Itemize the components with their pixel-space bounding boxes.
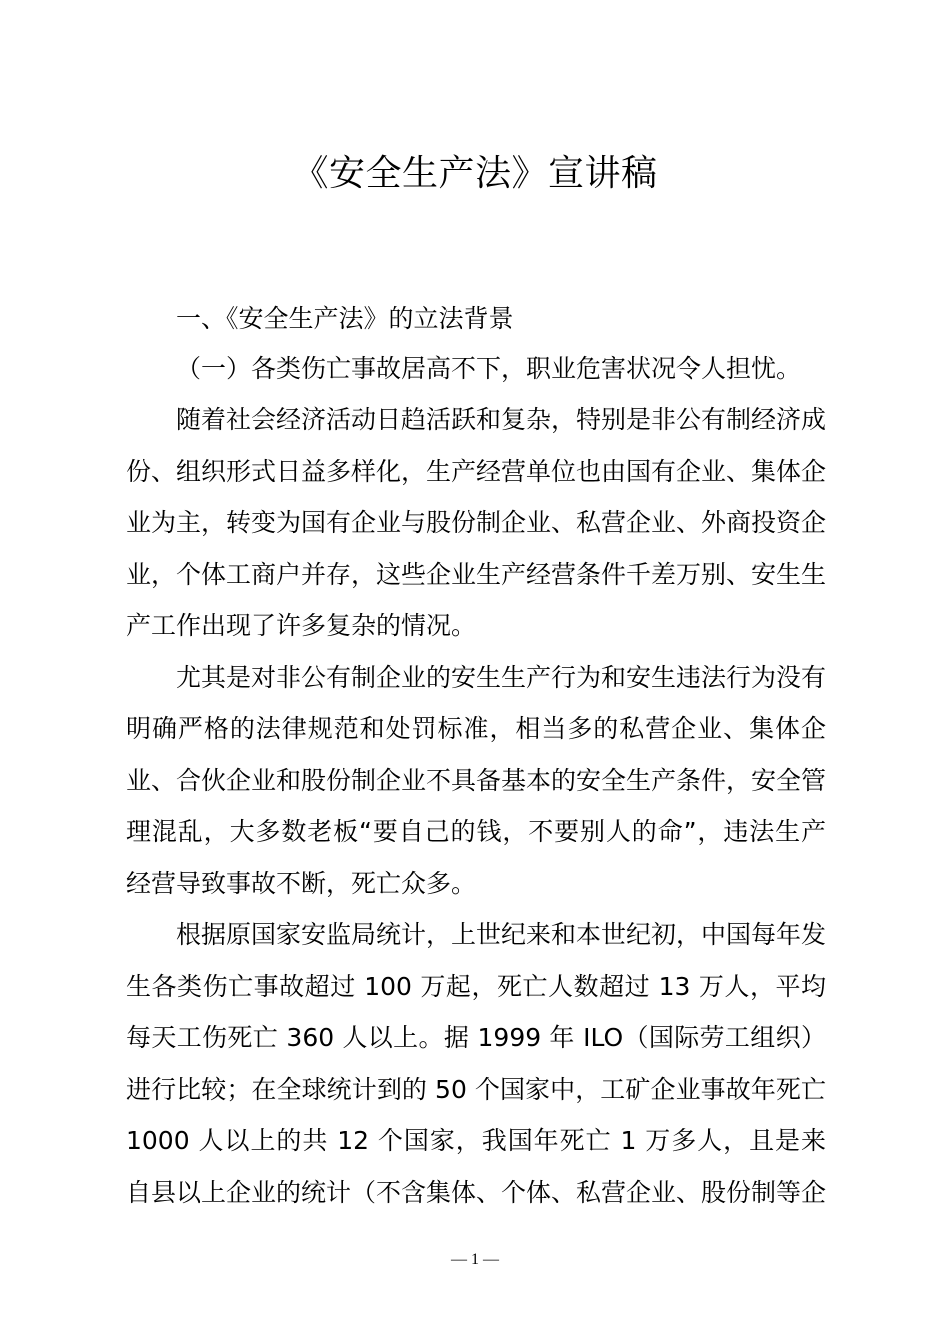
paragraph-2: 尤其是对非公有制企业的安生生产行为和安生违法行为没有明确严格的法律规范和处罚标准，相当多的私营企业、集体企业、合伙企业和股份制企业不具备基本的安全生产条件，安全管理混乱，大多数老板“要自己的钱，不要别人的命”，违法生产经营导致事故不断，死亡众多。 (126, 662, 827, 898)
document-title: 《安全生产法》宣讲稿 (292, 153, 658, 194)
document-body (126, 294, 826, 1218)
section-heading: 一、《安全生产法》的立法背景 (176, 304, 514, 333)
subsection-heading: （一）各类伤亡事故居高不下，职业危害状况令人担忧。 (176, 354, 802, 383)
page-number: — 1 — (451, 1251, 499, 1268)
paragraph-3: 根据原国家安监局统计，上世纪来和本世纪初，中国每年发生各类伤亡事故超过 100 万起，死亡人数超过 13 万人，平均每天工伤死亡 360 人以上。据 1999 年 ILO（国际劳工组织）进行比较；在全球统计到的 50 个国家中，工矿企业事故年死亡 1000 人以上的共 12 个国家，我国年死亡 1 万多人，且是来自县以上企业的统计（不含集体、个体、私营企业、股份制等企 (126, 920, 827, 1207)
paragraph-1: 随着社会经济活动日趋活跃和复杂，特别是非公有制经济成份、组织形式日益多样化，生产经营单位也由国有企业、集体企业为主，转变为国有企业与股份制企业、私营企业、外商投资企业，个体工商户并存，这些企业生产经营条件千差万别、安生生产工作出现了许多复杂的情况。 (126, 405, 827, 640)
